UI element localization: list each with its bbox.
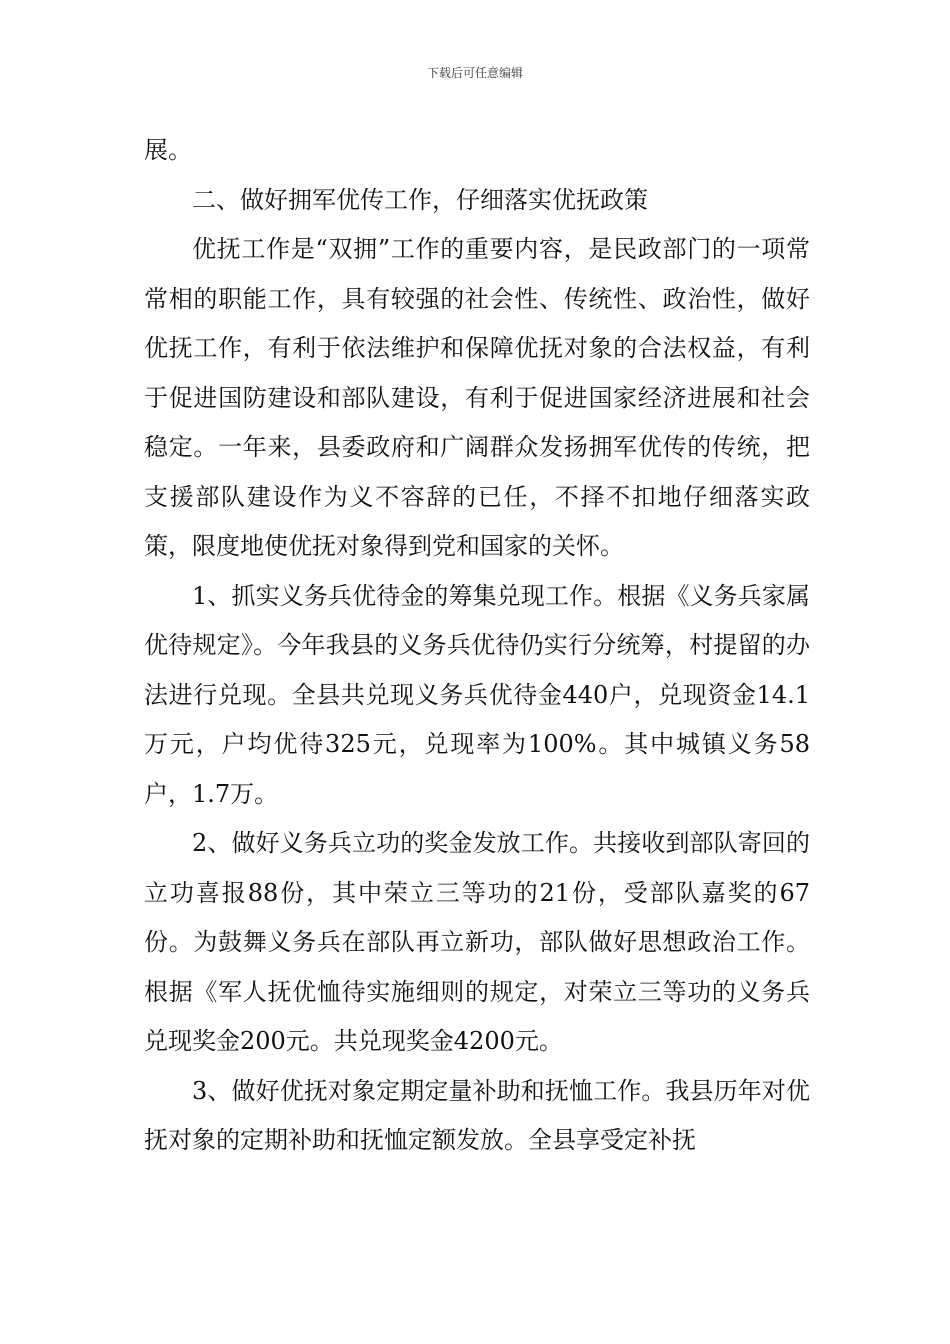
- paragraph-intro: 优抚工作是“双拥”工作的重要内容，是民政部门的一项常常相的职能工作，具有较强的社会性、传统性、政治性，做好优抚工作，有利于依法维护和保障优抚对象的合法权益，有利于促进国防建设和部队建设，有利于促进国家经济进展和社会稳定。一年来，县委政府和广阔群众发扬拥军优传的传统，把支援部队建设作为义不容辞的已任，不择不扣地仔细落实政策，限度地使优抚对象得到党和国家的关怀。: [144, 235, 810, 560]
- paragraph-item-1: 1、抓实义务兵优待金的筹集兑现工作。根据《义务兵家属优待规定》。今年我县的义务兵优待仍实行分统筹，村提留的办法进行兑现。全县共兑现义务兵优待金440户，兑现资金14.1万元，户均优待325元，兑现率为100%。其中城镇义务58户，1.7万。: [144, 581, 810, 808]
- paragraph-item-2: 2、做好义务兵立功的奖金发放工作。共接收到部队寄回的立功喜报88份，其中荣立三等功的21份，受部队嘉奖的67份。为鼓舞义务兵在部队再立新功，部队做好思想政治工作。根据《军人抚优恤待实施细则的规定，对荣立三等功的义务兵兑现奖金200元。共兑现奖金4200元。: [144, 829, 810, 1055]
- paragraph-continuation: 展。: [144, 136, 192, 164]
- document-body: [144, 126, 810, 1166]
- paragraph-item-3: 3、做好优抚对象定期定量补助和抚恤工作。我县历年对优抚对象的定期补助和抚恤定额发放。全县享受定补抚: [144, 1076, 810, 1154]
- section-heading: 二、做好拥军优传工作，仔细落实优抚政策: [192, 185, 648, 214]
- page-header: 下载后可任意编辑: [426, 66, 523, 80]
